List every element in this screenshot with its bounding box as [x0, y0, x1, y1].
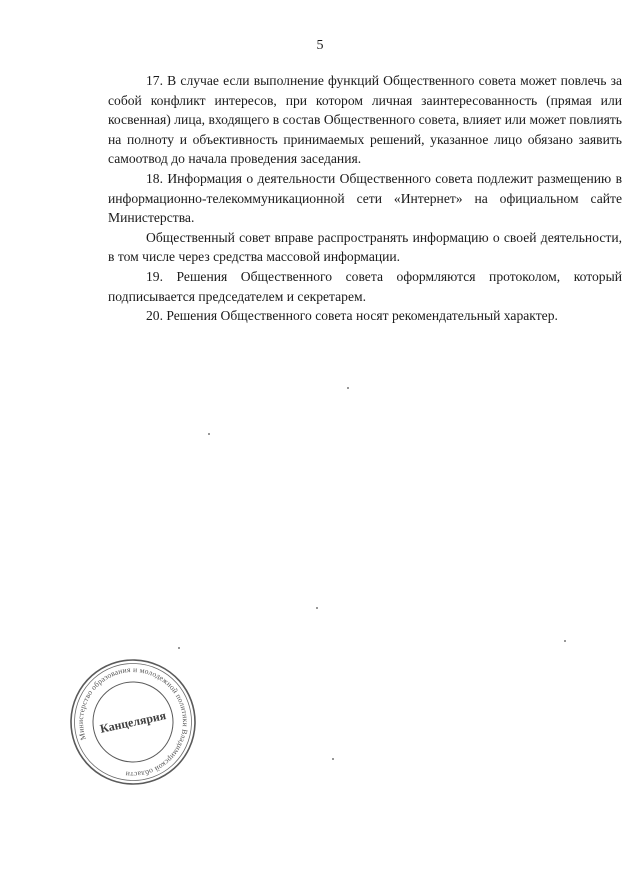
paragraph-18: 18. Информация о деятельности Общественного совета подлежит размещению в информационно-телекоммуникационной сети «Интернет» на официальном сайте Министерства. [108, 170, 622, 226]
paragraph-20: 20. Решения Общественного совета носят рекомендательный характер. [146, 308, 558, 324]
page-number: 5 [316, 38, 324, 53]
scan-speck [316, 607, 318, 609]
scan-speck [332, 758, 334, 760]
stamp-ring-text: Министерство образования и молодежной политики Владимирской области [75, 664, 191, 780]
paragraph-19: 19. Решения Общественного совета оформляются протоколом, который подписывается председателем и секретарем. [108, 268, 622, 304]
document-body [108, 71, 622, 326]
scan-speck [178, 647, 180, 649]
paragraph-18-continued: Общественный совет вправе распространять информацию о своей деятельности, в том числе через средства массовой информации. [108, 229, 622, 265]
paragraph-17: 17. В случае если выполнение функций Общественного совета может повлечь за собой конфликт интересов, при котором личная заинтересованность (прямая или косвенная) лица, входящего в состав Общественного совета, влияет или может повлиять на полноту и объективность принимаемых решений, указанное лицо обязано заявить самоотвод до начала проведения заседания. [108, 73, 622, 167]
scan-speck [564, 640, 566, 642]
scan-speck [347, 387, 349, 389]
office-stamp [67, 656, 199, 788]
scan-speck [208, 433, 210, 435]
stamp-center-text: Канцелярия [98, 708, 168, 736]
